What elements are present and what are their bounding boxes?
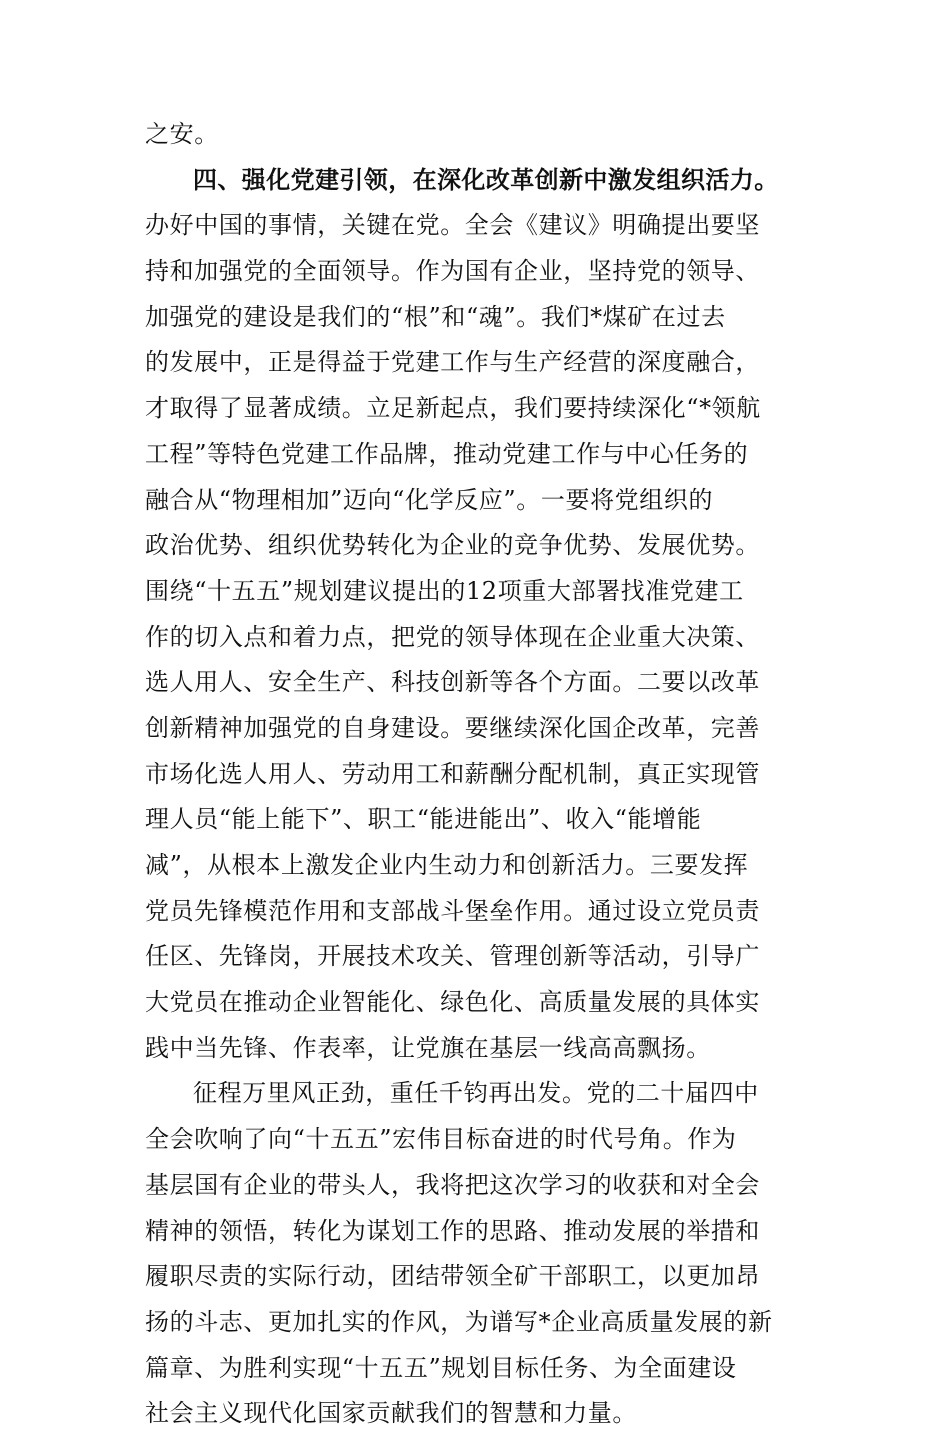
text-line: 基层国有企业的带头人，我将把这次学习的收获和对全会 — [145, 1170, 760, 1199]
text-line: 加强党的建设是我们的“根”和“魂”。我们*煤矿在过去 — [145, 302, 726, 331]
text-line: 精神的领悟，转化为谋划工作的思路、推动发展的举措和 — [145, 1216, 760, 1245]
text-line: 任区、先锋岗，开展技术攻关、管理创新等活动，引导广 — [145, 942, 760, 971]
text-line: 创新精神加强党的自身建设。要继续深化国企改革，完善 — [145, 713, 760, 742]
text-line: 市场化选人用人、劳动用工和薪酬分配机制，真正实现管 — [145, 759, 760, 788]
text-line: 理人员“能上能下”、职工“能进能出”、收入“能增能 — [145, 805, 702, 834]
text-line: 党员先锋模范作用和支部战斗堡垒作用。通过设立党员责 — [145, 896, 760, 925]
text-line: 之安。 — [145, 120, 219, 148]
text-line: 扬的斗志、更加扎实的作风，为谱写*企业高质量发展的新 — [145, 1307, 773, 1336]
text-line: 办好中国的事情，关键在党。全会《建议》明确提出要坚 — [145, 211, 760, 240]
text-line: 践中当先锋、作表率，让党旗在基层一线高高飘扬。 — [145, 1033, 711, 1062]
document-body — [145, 112, 810, 1437]
paragraph-start-line: 征程万里风正劲，重任千钧再出发。党的二十届四中 — [193, 1079, 759, 1108]
text-line: 持和加强党的全面领导。作为国有企业，坚持党的领导、 — [145, 257, 760, 286]
text-line: 融合从“物理相加”迈向“化学反应”。一要将党组织的 — [145, 485, 714, 514]
text-line: 篇章、为胜利实现“十五五”规划目标任务、为全面建设 — [145, 1353, 737, 1382]
text-line: 减”，从根本上激发企业内生动力和创新活力。三要发挥 — [145, 851, 749, 879]
text-line: 政治优势、组织优势转化为企业的竞争优势、发展优势。 — [145, 531, 760, 560]
text-line: 作的切入点和着力点，把党的领导体现在企业重大决策、 — [145, 622, 760, 651]
text-line: 全会吹响了向“十五五”宏伟目标奋进的时代号角。作为 — [145, 1125, 737, 1154]
text-line: 履职尽责的实际行动，团结带领全矿干部职工，以更加昂 — [145, 1262, 760, 1291]
text-line: 大党员在推动企业智能化、绿色化、高质量发展的具体实 — [145, 988, 760, 1017]
text-line: 围绕“十五五”规划建议提出的12项重大部署找准党建工 — [145, 576, 744, 605]
text-line: 的发展中，正是得益于党建工作与生产经营的深度融合， — [145, 348, 760, 377]
text-line: 才取得了显著成绩。立足新起点，我们要持续深化“*领航 — [145, 394, 761, 423]
section-heading: 四、强化党建引领，在深化改革创新中激发组织活力。 — [193, 165, 779, 194]
text-line: 社会主义现代化国家贡献我们的智慧和力量。 — [145, 1399, 637, 1428]
text-line: 选人用人、安全生产、科技创新等各个方面。二要以改革 — [145, 668, 760, 697]
text-line: 工程”等特色党建工作品牌，推动党建工作与中心任务的 — [145, 439, 749, 468]
